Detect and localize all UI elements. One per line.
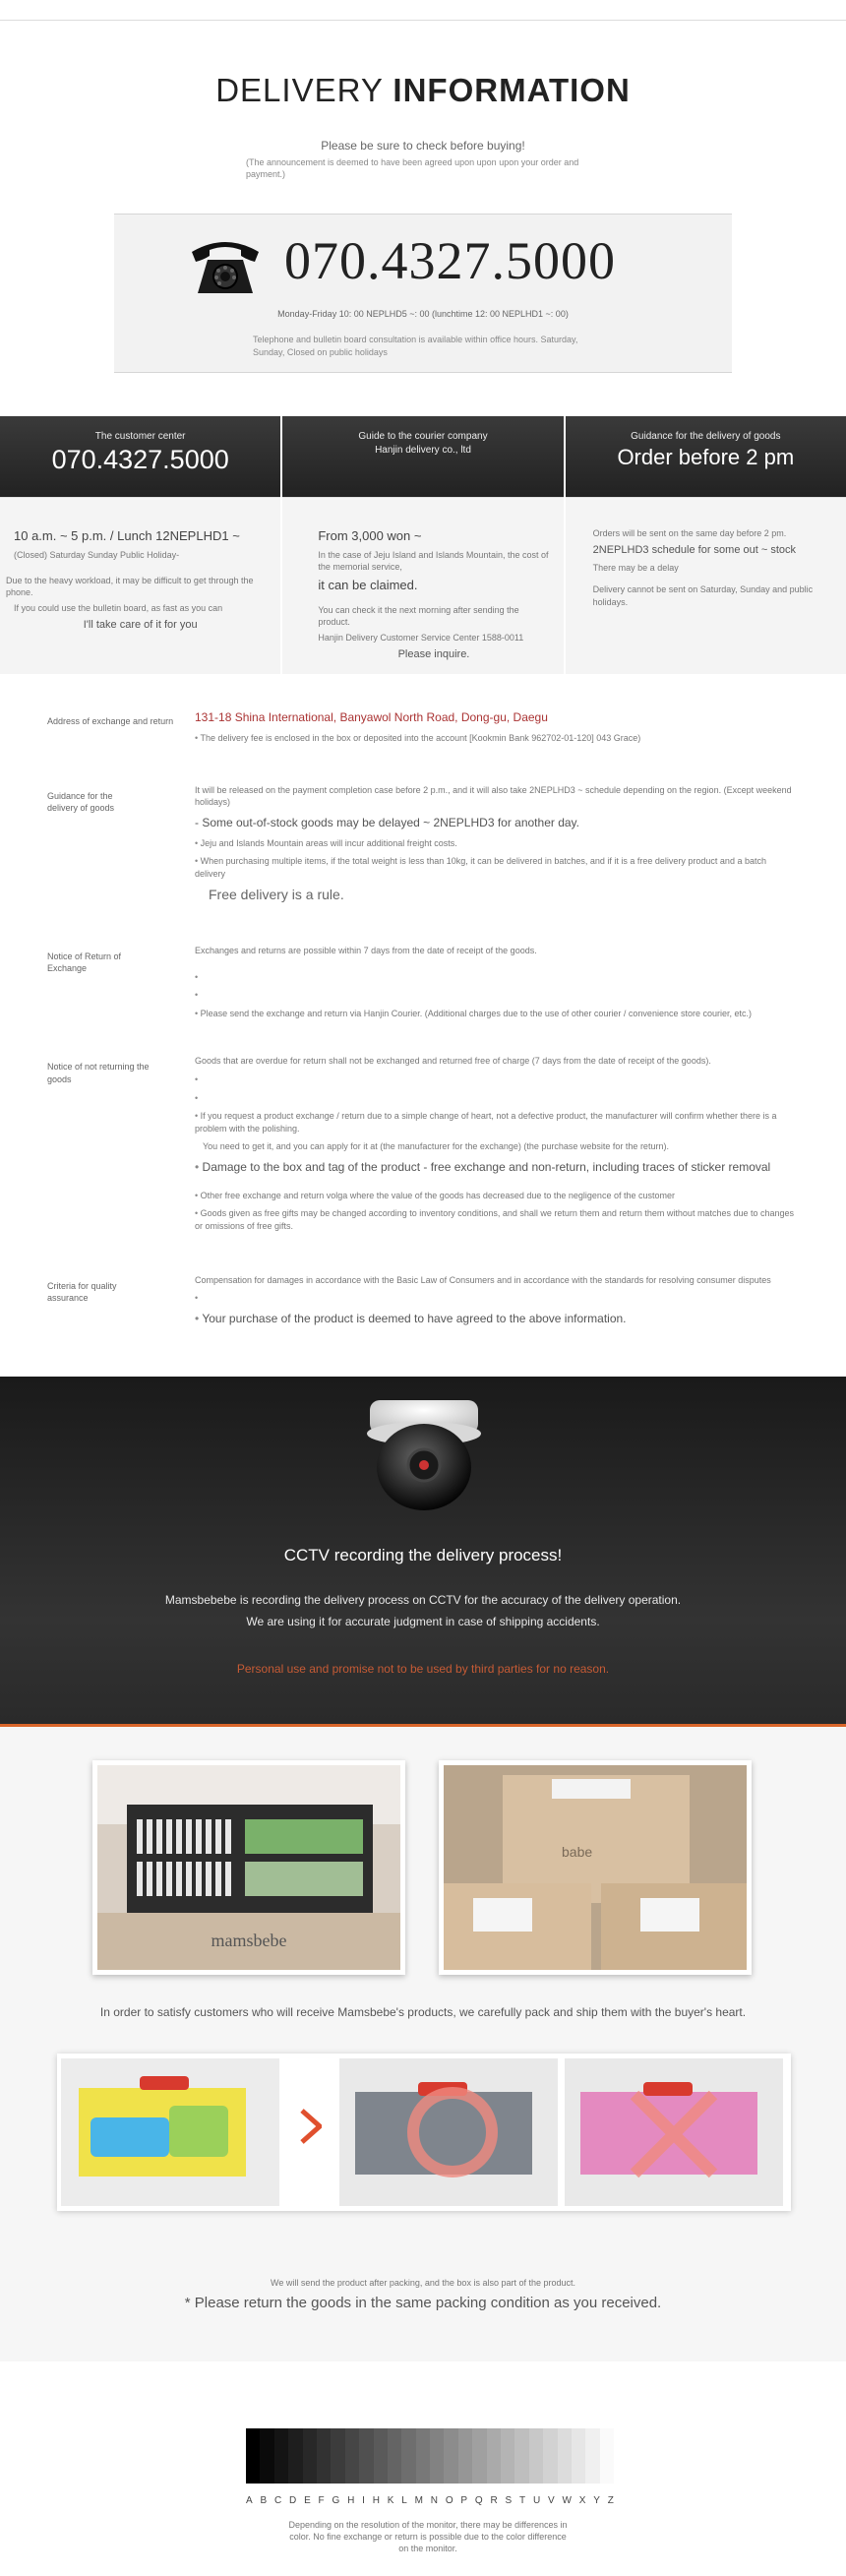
packed-box-photo: [92, 1760, 405, 1975]
box-comparison: [57, 2054, 791, 2211]
gray-letter: X: [578, 2494, 586, 2506]
gray-letter: Y: [593, 2494, 600, 2506]
customer-center-header: The customer center 070.4327.5000: [0, 416, 280, 497]
packing-section: [0, 1727, 846, 2361]
gray-swatch: [345, 2428, 359, 2484]
gray-swatch: [472, 2428, 486, 2484]
phone-note: Telephone and bulletin board consultation is available within office hours. Saturday, Sunday, Closed on public holidays: [253, 335, 578, 357]
gray-swatch: [572, 2428, 585, 2484]
gray-letter: A: [246, 2494, 253, 2506]
grayscale-section: [0, 2361, 846, 2576]
packing-sub: We will send the product after packing, and the box is also part of the product.: [270, 2277, 575, 2288]
packing-note: In order to satisfy customers who will receive Mamsbebe's products, we carefully pack and ship them with the buyer's heart.: [99, 2004, 747, 2019]
gray-letter: V: [547, 2494, 555, 2506]
gray-swatch: [303, 2428, 317, 2484]
gray-letter: L: [401, 2494, 407, 2506]
gray-swatch: [458, 2428, 472, 2484]
gray-swatch: [401, 2428, 415, 2484]
gray-letter: H: [347, 2494, 355, 2506]
policy-section: [0, 674, 846, 1332]
cctv-warning: Personal use and promise not to be used by third parties for no reason.: [236, 1661, 610, 1676]
unwrapped-box-card: [565, 2058, 783, 2206]
phone-hours: Monday-Friday 10: 00 NEPLHD5 ~: 00 (lunchtime 12: 00 NEPLHD1 ~: 00): [277, 309, 569, 320]
gray-swatch: [501, 2428, 514, 2484]
order-deadline: Order before 2 pm: [617, 445, 795, 470]
box-brand-label: mamsbebe: [211, 1930, 287, 1950]
gray-letter: H: [372, 2494, 380, 2506]
exchange-address: 131-18 Shina International, Banyawol North Road, Dong-gu, Daegu: [195, 710, 548, 725]
title-block: [0, 21, 846, 180]
gray-letter: R: [490, 2494, 498, 2506]
gray-letter: Z: [607, 2494, 614, 2506]
return-packing-note: * Please return the goods in the same packing condition as you received.: [184, 2294, 662, 2311]
gray-swatch: [444, 2428, 457, 2484]
not-return-row: Notice of not returning the goods Goods that are overdue for return shall not be exchanged and returned free of charge (7 days from the date of receipt of the goods). • • • If you request a product exchange / return due to a simple change of heart, not a defective product, the manufacturer will confirm whether there is a problem with the polishing. You need to get it, and you can apply for it at (the manufacturer for the exchange) (the purchase website for the return). • Damage to the box and tag of the product - free exchange and non-return, including traces of sticker removal • Other free exchange and return volga where the value of the goods has decreased due to the negligence of the customer • Goods given as free gifts may be changed according to inventory conditions, and shall we return them and return them without matches due to changes or omissions of free gifts.: [47, 1055, 799, 1238]
page-title: DELIVERY INFORMATION: [215, 72, 631, 108]
courier-header: Guide to the courier company Hanjin delivery co., ltd: [282, 416, 563, 497]
gray-swatch: [600, 2428, 614, 2484]
gray-letter: Q: [474, 2494, 483, 2506]
gray-swatch: [374, 2428, 388, 2484]
delivery-column: [564, 416, 846, 674]
announcement: (The announcement is deemed to have been agreed upon upon upon your order and payment.): [246, 157, 579, 180]
gray-letter: F: [318, 2494, 325, 2506]
gray-swatch: [288, 2428, 302, 2484]
gray-letter: B: [260, 2494, 268, 2506]
gray-letter: E: [304, 2494, 311, 2506]
gray-swatch: [260, 2428, 273, 2484]
cctv-section: CCTV recording the delivery process! Mamsbebebe is recording the delivery process on CCTV for the accuracy of the delivery operation. We are using it for accurate judgment in case of shipping accidents. Personal use and promise not to be used by third parties for no reason.: [0, 1377, 846, 1727]
customer-center-body: 10 a.m. ~ 5 p.m. / Lunch 12NEPLHD1 ~ (Closed) Saturday Sunday Public Holiday- Due to the heavy workload, it may be difficult to get through the phone. If you could use the bulletin board, as fast as you can I'll take care of it for you: [0, 497, 280, 674]
phone-box: [114, 214, 732, 373]
info-columns: [0, 416, 846, 674]
exchange-address-row: Address of exchange and return 131-18 Shina International, Banyawol North Road, Dong-gu, Daegu • The delivery fee is enclosed in the box or deposited into the account [Kookmin Bank 962702-01-120] 043 Grace): [47, 709, 799, 750]
gray-swatch: [331, 2428, 344, 2484]
gray-swatch: [388, 2428, 401, 2484]
cctv-title: CCTV recording the delivery process!: [283, 1545, 563, 1564]
gray-letter: G: [332, 2494, 340, 2506]
gray-swatch: [317, 2428, 331, 2484]
shipping-box-photo: babe: [439, 1760, 752, 1975]
arrow-right-icon: [300, 2109, 322, 2144]
grayscale-strip: [246, 2428, 614, 2484]
gray-swatch: [487, 2428, 501, 2484]
gray-swatch: [558, 2428, 572, 2484]
gray-swatch: [430, 2428, 444, 2484]
gray-swatch: [246, 2428, 260, 2484]
gray-letter: C: [273, 2494, 282, 2506]
wrong-x-icon: [620, 2080, 728, 2188]
gray-letter: O: [445, 2494, 453, 2506]
gray-letter: D: [289, 2494, 297, 2506]
cctv-camera-icon: [358, 1396, 490, 1512]
gray-letter: P: [460, 2494, 468, 2506]
gray-swatch: [416, 2428, 430, 2484]
gray-swatch: [359, 2428, 373, 2484]
product-box-card: [61, 2058, 279, 2206]
gray-swatch: [274, 2428, 288, 2484]
gray-letter: S: [505, 2494, 513, 2506]
customer-center-column: [0, 416, 280, 674]
delivery-header: Guidance for the delivery of goods Order before 2 pm: [566, 416, 846, 497]
courier-column: [280, 416, 563, 674]
gray-letter: T: [519, 2494, 526, 2506]
quality-row: Criteria for quality assurance Compensation for damages in accordance with the Basic Law of Consumers and in accordance with the standards for resolving consumer disputes • • Your purchase of the product is deemed to have agreed to the above information.: [47, 1274, 799, 1333]
customer-center-number: 070.4327.5000: [51, 445, 229, 475]
wrapped-box-card: [339, 2058, 558, 2206]
delivery-guidance-row: Guidance for the delivery of goods It will be released on the payment completion case before 2 p.m., and it will also take 2NEPLHD3 ~ schedule depending on the region. (Except weekend holidays) - Some out-of-stock goods may be delayed ~ 2NEPLHD3 for another day. • Jeju and Islands Mountain areas will incur additional freight costs. • When purchasing multiple items, if the total weight is less than 10kg, it can be delivered in batches, and if it is a free delivery product and a batch delivery Free delivery is a rule.: [47, 784, 799, 905]
gray-letter: M: [414, 2494, 423, 2506]
gray-letter: N: [430, 2494, 438, 2506]
gray-swatch: [514, 2428, 528, 2484]
gray-letter: U: [532, 2494, 541, 2506]
free-delivery-note: Free delivery is a rule.: [209, 887, 344, 903]
delivery-body: Orders will be sent on the same day before 2 pm. 2NEPLHD3 schedule for some out ~ stock There may be a delay Delivery cannot be sent on Saturday, Sunday and public holidays.: [566, 497, 846, 674]
courier-name: Hanjin delivery co., ltd: [375, 445, 471, 457]
gray-letter: K: [387, 2494, 394, 2506]
courier-body: From 3,000 won ~ In the case of Jeju Island and Islands Mountain, the cost of the memorial service, it can be claimed. You can check it the next morning after sending the product. Hanjin Delivery Customer Service Center 1588-0011 Please inquire.: [282, 497, 563, 674]
gray-swatch: [543, 2428, 557, 2484]
gray-letter: I: [362, 2494, 365, 2506]
gray-swatch: [529, 2428, 543, 2484]
gray-letter: W: [562, 2494, 572, 2506]
grayscale-letters: [246, 2495, 614, 2506]
phone-number: 070.4327.5000: [284, 231, 616, 291]
check-note: Please be sure to check before buying!: [321, 139, 525, 153]
correct-circle-icon: [398, 2078, 507, 2186]
color-difference-note: Depending on the resolution of the monitor, there may be differences in color. No fine exchange or return is possible due to the color difference on the monitor.: [288, 2519, 568, 2553]
telephone-icon: [186, 234, 265, 297]
return-notice-row: Notice of Return of Exchange Exchanges and returns are possible within 7 days from the date of receipt of the goods. • • • Please send the exchange and return via Hanjin Courier. (Additional charges due to the use of other courier / convenience store courier, etc.): [47, 945, 799, 1025]
gray-swatch: [585, 2428, 599, 2484]
